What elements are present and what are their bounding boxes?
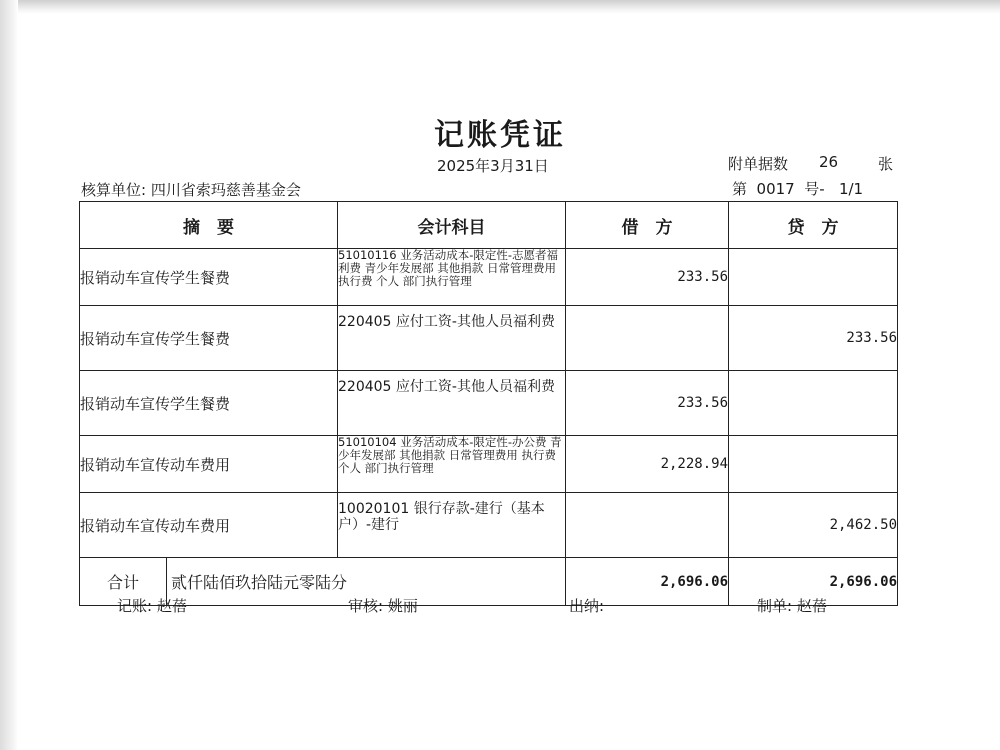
attachment-count [728, 153, 894, 174]
row-account: 51010104 业务活动成本-限定性-办公费 青少年发展部 其他捐款 日常管理费用 执行费 个人 部门执行管理 [338, 436, 566, 493]
voucher-table [79, 201, 898, 606]
voucher-date: 2025年3月31日 [437, 157, 549, 175]
row-debit [566, 493, 729, 558]
row-debit: 2,228.94 [566, 436, 729, 493]
header-debit: 借 方 [566, 202, 729, 249]
table-row [80, 306, 898, 371]
bookkeeper-signature: 记账: 赵蓓 [117, 597, 187, 615]
row-credit: 2,462.50 [729, 493, 898, 558]
row-credit: 233.56 [729, 306, 898, 371]
row-account: 220405 应付工资-其他人员福利费 [338, 306, 566, 371]
total-debit: 2,696.06 [566, 558, 729, 606]
auditor-signature: 审核: 姚丽 [348, 597, 418, 615]
table-row [80, 436, 898, 493]
attachment-unit: 张 [878, 155, 894, 173]
row-credit [729, 371, 898, 436]
row-account: 220405 应付工资-其他人员福利费 [338, 371, 566, 436]
accounting-unit [81, 179, 301, 200]
row-debit: 233.56 [566, 249, 729, 306]
total-credit: 2,696.06 [729, 558, 898, 606]
attachment-label: 附单据数 [728, 155, 789, 173]
row-credit [729, 249, 898, 306]
row-summary: 报销动车宣传学生餐费 [80, 249, 338, 306]
row-debit: 233.56 [566, 371, 729, 436]
voucher-number: 第 0017 号- 1/1 [732, 180, 864, 198]
row-account: 51010116 业务活动成本-限定性-志愿者福利费 青少年发展部 其他捐款 日常管理费用 执行费 个人 部门执行管理 [338, 249, 566, 306]
header-account: 会计科目 [338, 202, 566, 249]
row-summary: 报销动车宣传学生餐费 [80, 306, 338, 371]
row-credit [729, 436, 898, 493]
table-row [80, 371, 898, 436]
scan-edge [0, 0, 1000, 14]
table-header [80, 202, 898, 249]
row-summary: 报销动车宣传动车费用 [80, 436, 338, 493]
voucher-title: 记账凭证 [434, 118, 566, 153]
total-label-text: 合计 [106, 573, 139, 592]
row-debit [566, 306, 729, 371]
preparer-signature: 制单: 赵蓓 [757, 597, 827, 615]
unit-label: 核算单位: [81, 181, 147, 199]
table-row [80, 249, 898, 306]
unit-name: 四川省索玛慈善基金会 [150, 181, 301, 199]
row-account: 10020101 银行存款-建行（基本户）-建行 [338, 493, 566, 558]
row-summary: 报销动车宣传动车费用 [80, 493, 338, 558]
total-amount-words: 贰仟陆佰玖拾陆元零陆分 [171, 573, 348, 592]
row-summary: 报销动车宣传学生餐费 [80, 371, 338, 436]
attachment-number: 26 [819, 153, 839, 171]
header-credit: 贷 方 [729, 202, 898, 249]
header-summary: 摘 要 [80, 202, 338, 249]
cashier-signature: 出纳: [569, 597, 605, 615]
table-row [80, 493, 898, 558]
